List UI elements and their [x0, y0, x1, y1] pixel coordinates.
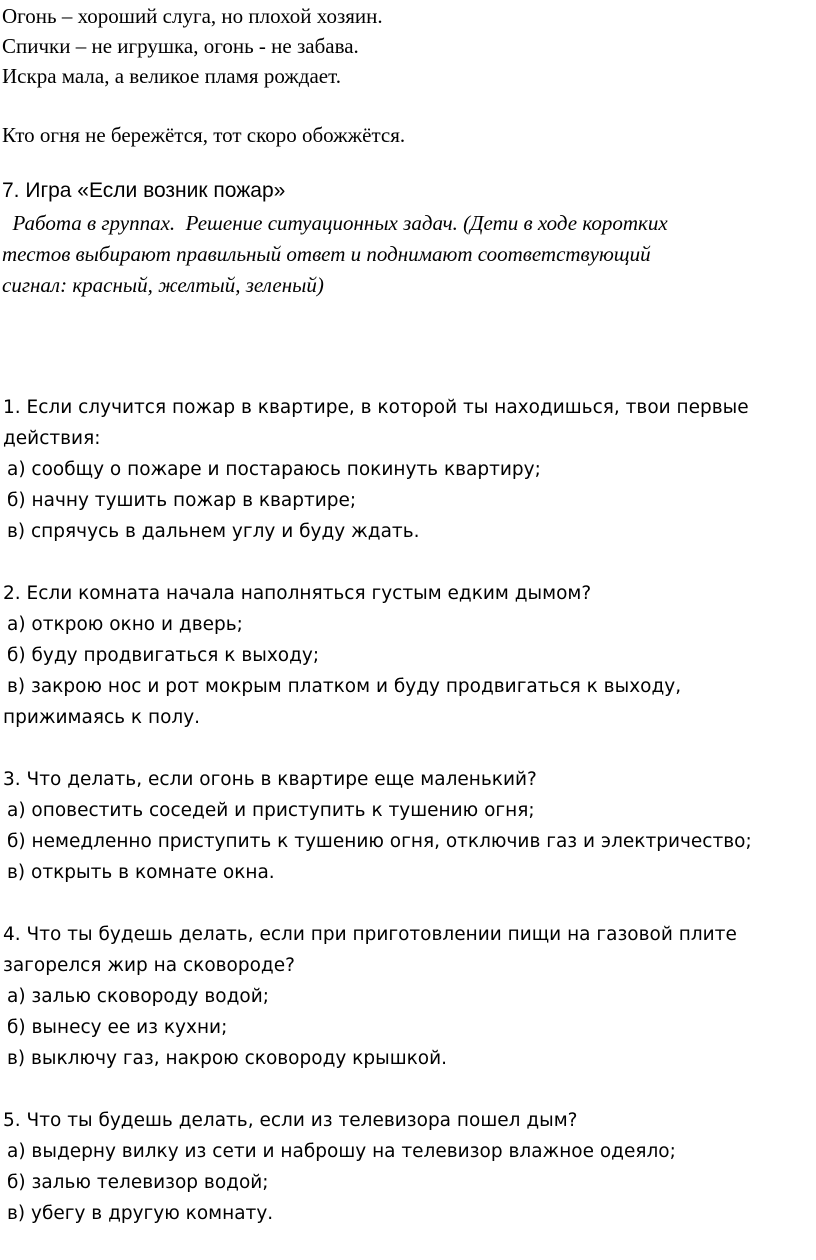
question-text: действия:	[3, 428, 101, 449]
question-text: 5. Что ты будешь делать, если из телевизора пошел дым?	[3, 1110, 578, 1131]
question-text: 3. Что делать, если огонь в квартире еще маленький?	[3, 769, 537, 790]
answer-option: б) начну тушить пожар в квартире;	[7, 490, 357, 511]
question-5	[3, 1105, 752, 1229]
answer-option: в) убегу в другую комнату.	[7, 1203, 274, 1224]
answer-option: а) открою окно и дверь;	[7, 614, 243, 635]
answer-option: а) залью сковороду водой;	[7, 986, 269, 1007]
proverb-line: Кто огня не бережётся, тот скоро обожжётся.	[2, 123, 406, 147]
answer-option: а) сообщу о пожаре и постараюсь покинуть квартиру;	[7, 459, 541, 480]
question-text: загорелся жир на сковороде?	[3, 955, 295, 976]
answer-option: в) закрою нос и рот мокрым платком и буду продвигаться к выходу,	[7, 676, 682, 697]
proverbs-block	[2, 1, 383, 91]
question-text: 2. Если комната начала наполняться густым едким дымом?	[3, 583, 592, 604]
proverb-line: Спички – не игрушка, огонь - не забава.	[2, 34, 359, 58]
question-1	[3, 392, 752, 547]
proverb-line: Огонь – хороший слуга, но плохой хозяин.	[2, 4, 383, 28]
instructions-line: тестов выбирают правильный ответ и поднимают соответствующий	[2, 242, 651, 266]
question-text: 4. Что ты будешь делать, если при приготовлении пищи на газовой плите	[3, 924, 737, 945]
answer-option: в) выключу газ, накрою сковороду крышкой.	[7, 1048, 448, 1069]
question-text: 1. Если случится пожар в квартире, в которой ты находишься, твои первые	[3, 397, 749, 418]
questions-list	[3, 392, 752, 1260]
question-4	[3, 919, 752, 1074]
answer-option-continuation: прижимаясь к полу.	[3, 707, 201, 728]
answer-option: б) буду продвигаться к выходу;	[7, 645, 320, 666]
answer-option: б) вынесу ее из кухни;	[7, 1017, 228, 1038]
answer-option: б) залью телевизор водой;	[7, 1172, 269, 1193]
question-2	[3, 578, 752, 733]
proverb-line: Искра мала, а великое пламя рождает.	[2, 64, 341, 88]
answer-option: б) немедленно приступить к тушению огня, отключив газ и электричество;	[7, 831, 752, 852]
question-3	[3, 764, 752, 888]
answer-option: а) выдерну вилку из сети и наброшу на телевизор влажное одеяло;	[7, 1141, 676, 1162]
answer-option: в) открыть в комнате окна.	[7, 862, 275, 883]
instructions-line: Работа в группах. Решение ситуационных задач. (Дети в ходе коротких	[2, 211, 668, 235]
answer-option: а) оповестить соседей и приступить к тушению огня;	[7, 800, 535, 821]
section-heading: 7. Игра «Если возник пожар»	[2, 179, 286, 202]
answer-option: в) спрячусь в дальнем углу и буду ждать.	[7, 521, 420, 542]
instructions-paragraph	[2, 208, 802, 301]
instructions-line: сигнал: красный, желтый, зеленый)	[2, 273, 324, 297]
